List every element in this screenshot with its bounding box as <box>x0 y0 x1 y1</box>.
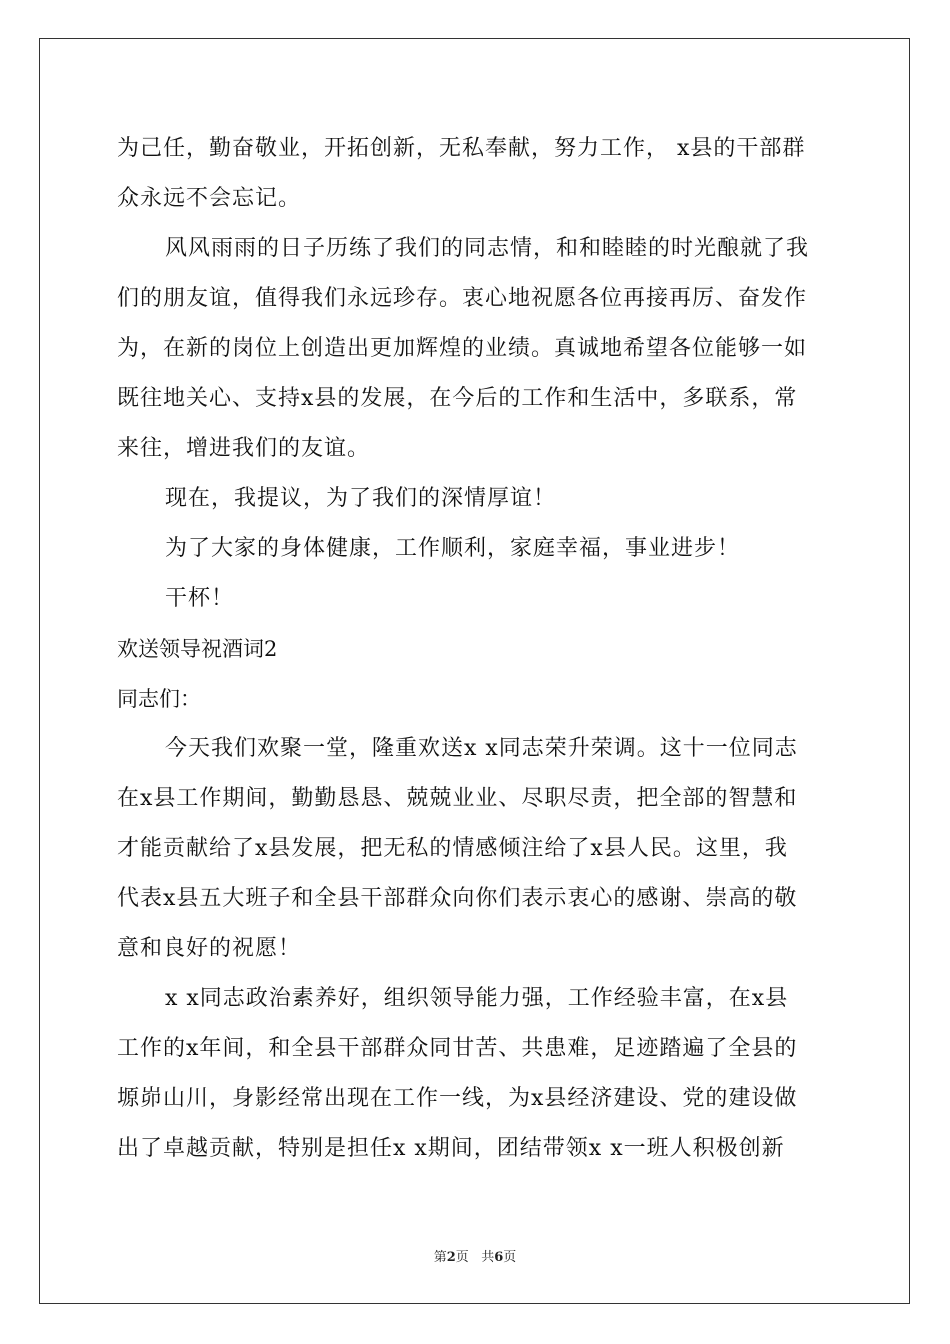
salutation: 同志们： <box>117 687 201 711</box>
page-suffix: 页 <box>503 1250 517 1265</box>
page-mid: 页 共 <box>455 1250 495 1265</box>
text-line: 现在，我提议，为了我们的深情厚谊！ <box>165 486 557 511</box>
text-line: 在x县工作期间，勤勤恳恳、兢兢业业、尽职尽责，把全部的智慧和 <box>117 786 798 811</box>
text-line: x x同志政治素养好，组织领导能力强，工作经验丰富，在x县 <box>165 986 789 1011</box>
text-line: 既往地关心、支持x县的发展，在今后的工作和生活中，多联系，常 <box>117 386 798 411</box>
text-line: 代表x县五大班子和全县干部群众向你们表示衷心的感谢、崇高的敬 <box>117 886 798 911</box>
section-title: 欢送领导祝酒词2 <box>117 637 278 661</box>
text-line: 才能贡献给了x县发展，把无私的情感倾注给了x县人民。这里，我 <box>117 836 788 861</box>
text-line: 出了卓越贡献，特别是担任x x期间，团结带领x x一班人积极创新 <box>117 1136 785 1161</box>
text-line: 风风雨雨的日子历练了我们的同志情，和和睦睦的时光酿就了我 <box>165 236 810 261</box>
text-line: 众永远不会忘记。 <box>117 186 302 211</box>
text-line: 们的朋友谊，值得我们永远珍存。衷心地祝愿各位再接再厉、奋发作 <box>117 286 808 311</box>
text-line: 今天我们欢聚一堂，隆重欢送x x同志荣升荣调。这十一位同志 <box>165 736 798 761</box>
current-page-number: 2 <box>446 1250 456 1265</box>
text-line: 塬峁山川，身影经常出现在工作一线，为x县经济建设、党的建设做 <box>117 1086 798 1111</box>
text-line: 工作的x年间，和全县干部群众同甘苦、共患难，足迹踏遍了全县的 <box>117 1036 798 1061</box>
text-line: 来往，增进我们的友谊。 <box>117 436 371 461</box>
text-line: 为了大家的身体健康，工作顺利，家庭幸福，事业进步！ <box>165 536 741 561</box>
page-prefix: 第 <box>433 1250 447 1265</box>
total-page-number: 6 <box>494 1250 504 1265</box>
text-line: 为己任，勤奋敬业，开拓创新，无私奉献，努力工作， x县的干部群 <box>117 136 806 161</box>
text-line: 为，在新的岗位上创造出更加辉煌的业绩。真诚地希望各位能够一如 <box>117 336 808 361</box>
text-line: 干杯！ <box>165 586 235 611</box>
document-body <box>117 124 833 1174</box>
text-line: 意和良好的祝愿！ <box>117 936 302 961</box>
page-footer <box>0 1246 950 1265</box>
